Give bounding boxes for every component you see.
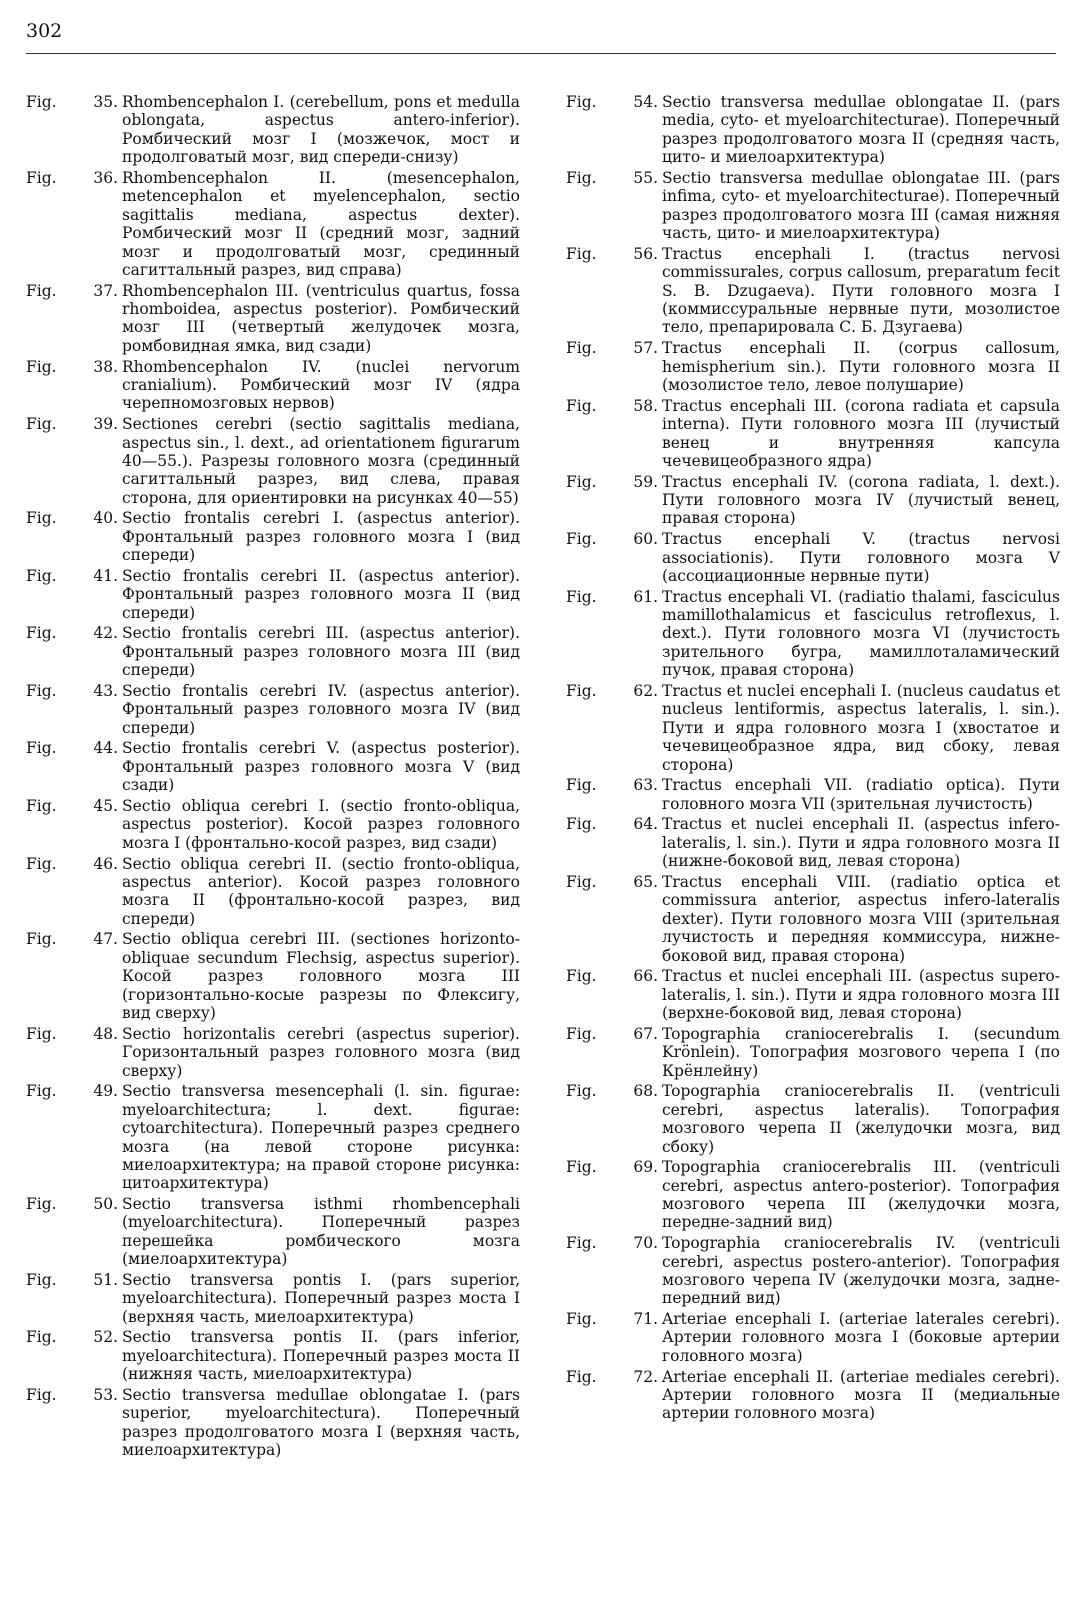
figure-entry xyxy=(566,245,1060,337)
figure-entry xyxy=(566,1310,1060,1365)
figure-number: 48. xyxy=(93,1024,118,1043)
figure-entry xyxy=(26,1082,520,1192)
figure-number: 66. xyxy=(633,967,658,986)
figure-prefix: Fig. xyxy=(566,396,597,415)
figure-number: 52. xyxy=(93,1328,118,1347)
figure-caption: Arteriae encephali II. (arteriae mediales cerebri). Артерии головного мозга II (медиальные артерии головного мозга) xyxy=(662,1367,1060,1423)
figure-number: 40. xyxy=(93,509,118,528)
figure-prefix: Fig. xyxy=(566,967,597,986)
figure-entry xyxy=(566,1025,1060,1080)
figure-number: 38. xyxy=(93,357,118,376)
figure-number: 46. xyxy=(93,854,118,873)
page-number: 302 xyxy=(26,20,63,42)
figure-prefix: Fig. xyxy=(566,587,597,606)
figure-prefix: Fig. xyxy=(26,624,57,643)
figure-number: 43. xyxy=(93,681,118,700)
figure-caption: Rhombencephalon II. (mesencephalon, metencephalon et myelencephalon, sectio sagittalis mediana, aspectus dexter). Ромбический мозг II (средний мозг, задний мозг и продолговатый мозг, срединный сагиттальный разрез, вид справа) xyxy=(122,168,520,279)
figure-number: 51. xyxy=(93,1270,118,1289)
figure-number: 64. xyxy=(633,815,658,834)
figure-prefix: Fig. xyxy=(26,93,57,111)
figure-prefix: Fig. xyxy=(566,872,597,891)
figure-caption: Sectio transversa medullae oblongatae II. (pars media, cyto- et myeloarchitecturae). Поперечный разрез продолговатого мозга II (средняя часть, цито- и миелоархитектура) xyxy=(662,93,1060,167)
figure-prefix: Fig. xyxy=(26,415,57,434)
figure-caption: Rhombencephalon I. (cerebellum, pons et medulla oblongata, aspectus antero-inferior). Ромбический мозг I (мозжечок, мост и продолговатый мозг, вид спереди-снизу) xyxy=(122,93,520,167)
figure-entry xyxy=(566,815,1060,870)
figure-prefix: Fig. xyxy=(26,681,57,700)
figure-number: 65. xyxy=(633,872,658,891)
figure-caption: Tractus et nuclei encephali II. (aspectus infero-lateralis, l. sin.). Пути и ядра головного мозга II (нижне-боковой вид, левая сторона) xyxy=(662,815,1060,871)
figure-entry xyxy=(26,739,520,794)
figure-entry xyxy=(566,1158,1060,1232)
figure-number: 58. xyxy=(633,396,658,415)
figure-entry xyxy=(566,1082,1060,1156)
figure-caption: Sectio transversa mesencephali (l. sin. figurae: myeloarchitectura; l. dext. figurae: cytoarchitectura). Поперечный разрез среднего мозга (на левой стороне рисунка: миелоархитектура; на правой стороне рисунка: цитоархитектура) xyxy=(122,1082,520,1193)
figure-caption: Rhombencephalon IV. (nuclei nervorum cranialium). Ромбический мозг IV (ядра черепномозговых нервов) xyxy=(122,357,520,413)
figure-caption: Sectiones cerebri (sectio sagittalis mediana, aspectus sin., l. dext., ad orientationem figurarum 40—55.). Разрезы головного мозга (срединный сагиттальный разрез, вид слева, правая сторона, для ориентировки на рисунках 40—55) xyxy=(122,415,520,507)
figure-caption: Topographia craniocerebralis I. (secundum Krönlein). Топография мозгового черепа I (по Крёнлейну) xyxy=(662,1024,1060,1080)
figure-caption: Sectio transversa medullae oblongatae I. (pars superior, myeloarchitectura). Поперечный разрез продолговатого мозга I (верхняя часть, миелоархитектура) xyxy=(122,1385,520,1460)
figure-number: 57. xyxy=(633,339,658,358)
figure-caption: Tractus et nuclei encephali I. (nucleus caudatus et nucleus lentiformis, aspectus lateralis, l. sin.). Пути и ядра головного мозга I (хвостатое и чечевицеобразное ядра, вид сбоку, левая сторона) xyxy=(662,681,1060,774)
figure-prefix: Fig. xyxy=(566,1234,597,1253)
figure-caption: Topographia craniocerebralis II. (ventriculi cerebri, aspectus lateralis). Топография мозгового черепа II (желудочки мозга, вид сбоку) xyxy=(662,1082,1060,1156)
figure-entry xyxy=(26,1195,520,1269)
figure-prefix: Fig. xyxy=(566,776,597,795)
figure-caption: Tractus encephali I. (tractus nervosi commissurales, corpus callosum, preparatum fecit S. B. Dzugaeva). Пути головного мозга I (коммиссуральные нервные пути, мозолистое тело, препарировала С. Б. Дзугаева) xyxy=(662,244,1060,337)
figure-number: 59. xyxy=(633,472,658,491)
figure-caption: Sectio frontalis cerebri II. (aspectus anterior). Фронтальный разрез головного мозга II (вид спереди) xyxy=(122,566,520,622)
figure-caption: Sectio frontalis cerebri V. (aspectus posterior). Фронтальный разрез головного мозга V (вид сзади) xyxy=(122,739,520,795)
figure-prefix: Fig. xyxy=(26,1328,57,1347)
figure-caption: Sectio horizontalis cerebri (aspectus superior). Горизонтальный разрез головного мозга (вид сверху) xyxy=(122,1024,520,1080)
figure-entry xyxy=(566,776,1060,813)
figure-number: 68. xyxy=(633,1082,658,1101)
figure-caption: Tractus encephali VIII. (radiatio optica et commissura anterior, aspectus infero-lateralis dexter). Пути головного мозга VIII (зрительная лучистость и передняя коммиссура, нижне-боковой вид, правая сторона) xyxy=(662,872,1060,965)
figure-prefix: Fig. xyxy=(566,244,597,263)
figure-number: 37. xyxy=(93,281,118,300)
figure-prefix: Fig. xyxy=(566,530,597,549)
figure-prefix: Fig. xyxy=(26,509,57,528)
figure-prefix: Fig. xyxy=(566,168,597,187)
figure-number: 72. xyxy=(633,1367,658,1386)
figure-prefix: Fig. xyxy=(26,854,57,873)
figure-number: 53. xyxy=(93,1385,118,1404)
figure-entry xyxy=(26,169,520,279)
figure-entry xyxy=(566,169,1060,243)
figure-caption: Arteriae encephali I. (arteriae laterales cerebri). Артерии головного мозга I (боковые артерии головного мозга) xyxy=(662,1310,1060,1365)
figure-number: 42. xyxy=(93,624,118,643)
figure-caption: Tractus encephali III. (corona radiata et capsula interna). Пути головного мозга III (лучистый венец и внутренняя капсула чечевицеобразного ядра) xyxy=(662,396,1060,470)
figure-number: 63. xyxy=(633,776,658,795)
figure-prefix: Fig. xyxy=(26,566,57,585)
figure-number: 47. xyxy=(93,930,118,949)
figure-entry xyxy=(26,93,520,167)
figure-prefix: Fig. xyxy=(566,339,597,358)
figure-caption: Sectio transversa medullae oblongatae III. (pars infima, cyto- et myeloarchitecturae). Поперечный разрез продолговатого мозга III (самая нижняя часть, цито- и миелоархитектура) xyxy=(662,168,1060,243)
figure-caption: Sectio frontalis cerebri IV. (aspectus anterior). Фронтальный разрез головного мозга IV (вид спереди) xyxy=(122,681,520,737)
figure-prefix: Fig. xyxy=(566,1367,597,1386)
figure-prefix: Fig. xyxy=(26,930,57,949)
figure-prefix: Fig. xyxy=(26,357,57,376)
figure-number: 39. xyxy=(93,415,118,434)
figure-prefix: Fig. xyxy=(566,93,597,111)
figure-prefix: Fig. xyxy=(26,1082,57,1101)
figure-entry xyxy=(26,1271,520,1326)
figure-caption: Sectio obliqua cerebri III. (sectiones horizonto-obliquae secundum Flechsig, aspectus superior). Косой разрез головного мозга III (горизонтально-косые разрезы по Флексигу, вид сверху) xyxy=(122,930,520,1023)
figure-entry xyxy=(26,415,520,507)
header-rule xyxy=(26,53,1056,54)
figure-entry xyxy=(566,588,1060,680)
figure-entry xyxy=(26,1025,520,1080)
figure-prefix: Fig. xyxy=(566,815,597,834)
figure-entry xyxy=(26,624,520,679)
figure-caption: Tractus encephali II. (corpus callosum, hemispherium sin.). Пути головного мозга II (мозолистое тело, левое полушарие) xyxy=(662,339,1060,394)
figure-entry xyxy=(26,509,520,564)
figure-number: 61. xyxy=(633,587,658,606)
figure-caption: Sectio frontalis cerebri I. (aspectus anterior). Фронтальный разрез головного мозга I (вид спереди) xyxy=(122,509,520,565)
figure-number: 41. xyxy=(93,566,118,585)
figure-caption: Tractus encephali IV. (corona radiata, l. dext.). Пути головного мозга IV (лучистый венец, правая сторона) xyxy=(662,472,1060,528)
figure-prefix: Fig. xyxy=(26,281,57,300)
figure-number: 69. xyxy=(633,1158,658,1177)
figure-entry xyxy=(566,473,1060,528)
figure-prefix: Fig. xyxy=(566,472,597,491)
figure-number: 60. xyxy=(633,530,658,549)
figure-entry xyxy=(566,530,1060,585)
figure-prefix: Fig. xyxy=(26,1270,57,1289)
figure-number: 62. xyxy=(633,681,658,700)
figure-caption: Sectio transversa pontis I. (pars superior, myeloarchitectura). Поперечный разрез моста I (верхняя часть, миелоархитектура) xyxy=(122,1270,520,1326)
figure-entry xyxy=(26,358,520,413)
figure-caption: Sectio obliqua cerebri I. (sectio fronto-obliqua, aspectus posterior). Косой разрез головного мозга I (фронтально-косой разрез, вид сзади) xyxy=(122,797,520,852)
figure-prefix: Fig. xyxy=(566,681,597,700)
figure-entry xyxy=(26,682,520,737)
figure-caption: Sectio transversa isthmi rhombencephali (myeloarchitectura). Поперечный разрез перешейка ромбического мозга (миелоархитектура) xyxy=(122,1195,520,1269)
figure-entry xyxy=(566,397,1060,471)
figure-entry xyxy=(26,282,520,356)
figure-entry xyxy=(26,1328,520,1383)
figure-entry xyxy=(566,1234,1060,1308)
figure-number: 35. xyxy=(93,93,118,111)
figure-list-left-column xyxy=(26,93,520,1462)
figure-prefix: Fig. xyxy=(566,1310,597,1329)
figure-caption: Topographia craniocerebralis IV. (ventriculi cerebri, aspectus postero-anterior). Топография мозгового черепа IV (желудочки мозга, задне-передний вид) xyxy=(662,1234,1060,1308)
figure-caption: Sectio transversa pontis II. (pars inferior, myeloarchitectura). Поперечный разрез моста II (нижняя часть, миелоархитектура) xyxy=(122,1328,520,1384)
figure-number: 45. xyxy=(93,797,118,815)
figure-number: 55. xyxy=(633,168,658,187)
figure-prefix: Fig. xyxy=(26,168,57,187)
figure-entry xyxy=(26,797,520,852)
figure-prefix: Fig. xyxy=(26,739,57,758)
figure-number: 54. xyxy=(633,93,658,111)
figure-entry xyxy=(26,930,520,1022)
figure-entry xyxy=(566,967,1060,1022)
figure-caption: Topographia craniocerebralis III. (ventriculi cerebri, aspectus antero-posterior). Топография мозгового черепа III (желудочки мозга, передне-задний вид) xyxy=(662,1158,1060,1232)
figure-number: 36. xyxy=(93,168,118,187)
figure-caption: Sectio frontalis cerebri III. (aspectus anterior). Фронтальный разрез головного мозга III (вид спереди) xyxy=(122,624,520,680)
figure-number: 44. xyxy=(93,739,118,758)
figure-entry xyxy=(566,93,1060,167)
figure-caption: Tractus encephali V. (tractus nervosi associationis). Пути головного мозга V (ассоциационные нервные пути) xyxy=(662,530,1060,585)
figure-prefix: Fig. xyxy=(566,1158,597,1177)
figure-caption: Rhombencephalon III. (ventriculus quartus, fossa rhomboidea, aspectus posterior). Ромбический мозг III (четвертый желудочек мозга, ромбовидная ямка, вид сзади) xyxy=(122,281,520,355)
figure-caption: Tractus et nuclei encephali III. (aspectus supero-lateralis, l. sin.). Пути и ядра головного мозга III (верхне-боковой вид, левая сторона) xyxy=(662,967,1060,1023)
figure-entry xyxy=(566,873,1060,965)
figure-prefix: Fig. xyxy=(26,1024,57,1043)
figure-number: 70. xyxy=(633,1234,658,1253)
figure-prefix: Fig. xyxy=(26,1385,57,1404)
figure-prefix: Fig. xyxy=(566,1082,597,1101)
figure-caption: Tractus encephali VII. (radiatio optica). Пути головного мозга VII (зрительная лучистость) xyxy=(662,776,1060,813)
figure-entry xyxy=(566,1368,1060,1423)
figure-number: 50. xyxy=(93,1195,118,1214)
figure-caption: Sectio obliqua cerebri II. (sectio fronto-obliqua, aspectus anterior). Косой разрез головного мозга II (фронтально-косой разрез, вид спереди) xyxy=(122,854,520,928)
figure-entry xyxy=(26,855,520,929)
figure-number: 56. xyxy=(633,244,658,263)
figure-number: 67. xyxy=(633,1024,658,1043)
figure-caption: Tractus encephali VI. (radiatio thalami, fasciculus mamillothalamicus et fasciculus retroflexus, l. dext.). Пути головного мозга VI (лучистость зрительного бугра, мамиллоталамический пучок, правая сторона) xyxy=(662,587,1060,680)
figure-prefix: Fig. xyxy=(26,797,57,815)
figure-entry xyxy=(566,339,1060,394)
figure-entry xyxy=(26,567,520,622)
figure-entry xyxy=(26,1386,520,1460)
figure-prefix: Fig. xyxy=(26,1195,57,1214)
figure-number: 49. xyxy=(93,1082,118,1101)
figure-entry xyxy=(566,682,1060,774)
figure-prefix: Fig. xyxy=(566,1024,597,1043)
figure-number: 71. xyxy=(633,1310,658,1329)
figure-list-right-column xyxy=(566,93,1060,1425)
